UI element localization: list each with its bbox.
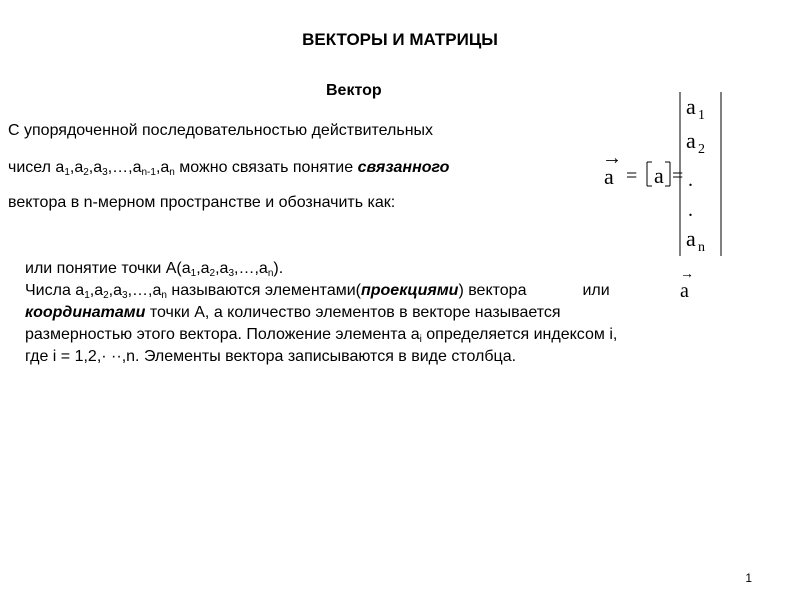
vector-letter: a xyxy=(604,164,614,189)
intro-line-2: чисел $a_1,a_2,a_3,\dots,a_{n-1},a_n$ можно связать понятие связанного xyxy=(8,159,450,178)
equals-sign: = xyxy=(626,165,638,187)
main-paragraph xyxy=(25,258,617,368)
para-line-1: или понятие точки $A(a_1,a_2,a_3,\dots,a_n)$. xyxy=(25,260,284,279)
svg-text:→: → xyxy=(680,267,694,282)
intro-line-3: вектора в n-мерном пространстве и обозначить как: xyxy=(8,194,396,211)
inline-vector-symbol xyxy=(677,266,695,302)
svg-text:2: 2 xyxy=(698,142,705,157)
emphasis-term: проекциями xyxy=(360,282,459,299)
vector-formula xyxy=(592,88,732,260)
ellipsis-dot-2: . xyxy=(688,199,693,221)
para-line-5: где i = 1,2,· ··,n. Элементы вектора записываются в виде столбца. xyxy=(25,348,517,365)
element-a1: a xyxy=(686,94,696,119)
svg-text:a: a xyxy=(680,280,689,302)
emphasis-term: координатами xyxy=(25,304,146,321)
page-number: 1 xyxy=(745,571,752,585)
vector-arrow-symbol: → xyxy=(602,147,622,169)
bracket-content: a xyxy=(654,163,664,188)
svg-text:1: 1 xyxy=(698,108,705,123)
element-an: a xyxy=(686,226,696,251)
para-line-3: координатами точки A, a количество элементов в векторе называется xyxy=(25,304,561,321)
ellipsis-dot-1: . xyxy=(688,169,693,191)
para-line-2: Числа $a_1,a_2,a_3,\dots,a_n$ называются элементами(проекциями) вектора или xyxy=(25,282,610,301)
svg-text:n: n xyxy=(698,240,705,255)
para-line-4: размерностью этого вектора. Положение элемента $a_i$ определяется индексом i, xyxy=(25,326,618,345)
section-heading: Вектор xyxy=(326,82,382,99)
intro-line-1: С упорядоченной последовательностью действительных xyxy=(8,122,434,139)
page-title: ВЕКТОРЫ И МАТРИЦЫ xyxy=(302,30,498,49)
element-a2: a xyxy=(686,128,696,153)
emphasis-term: связанного xyxy=(357,159,450,176)
equals-sign-2: = xyxy=(672,165,684,187)
